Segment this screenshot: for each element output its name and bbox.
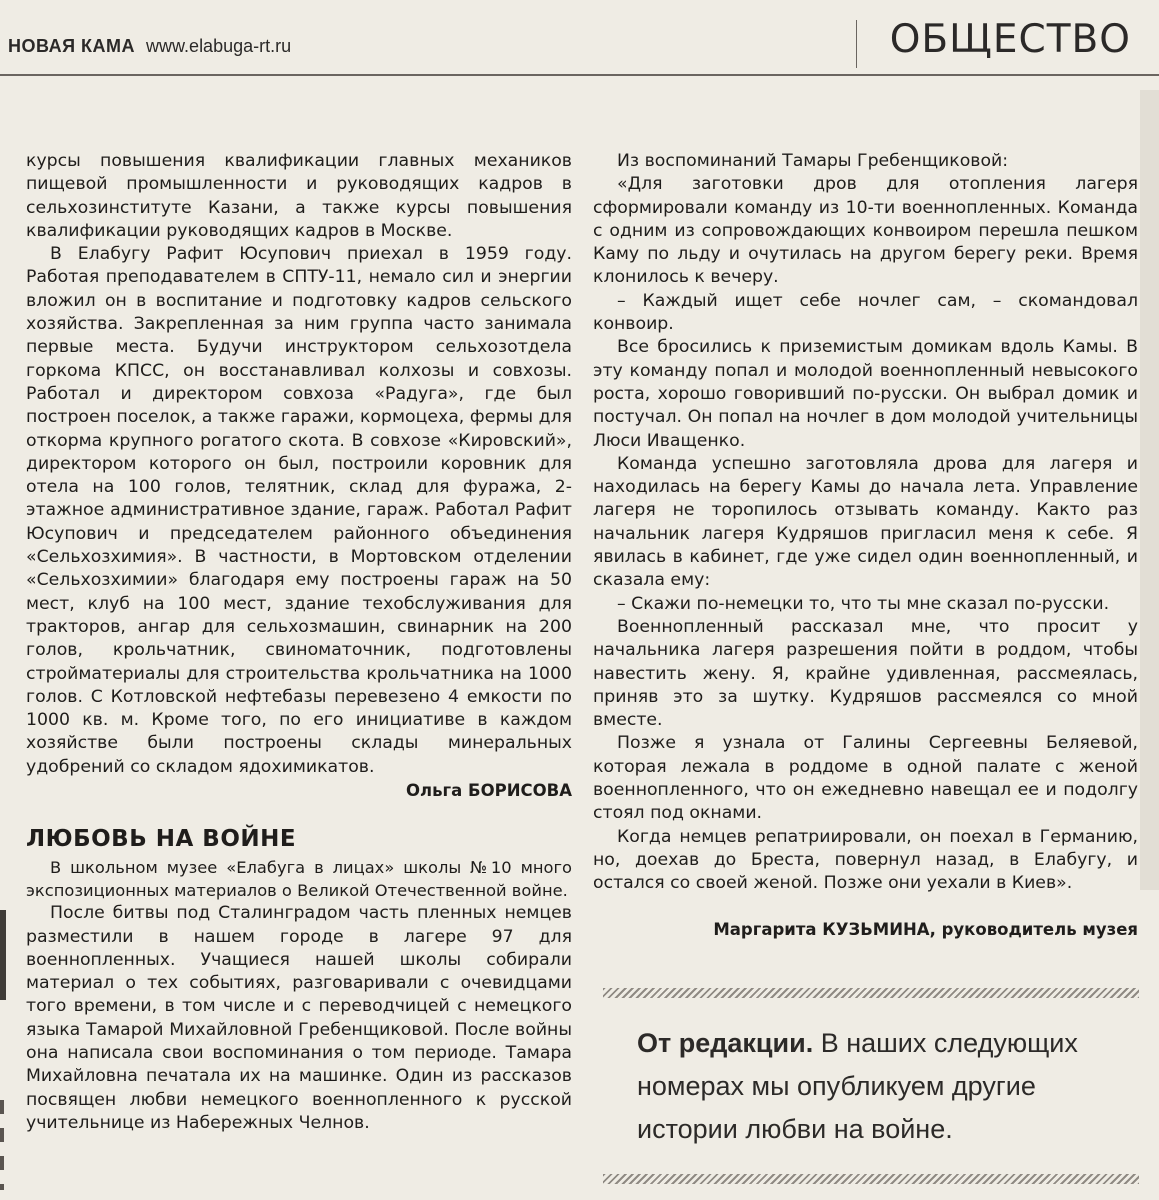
page-header: [0, 0, 1159, 78]
header-rule: [0, 74, 1159, 76]
memoir-heading: Из воспоминаний Тамары Гребенщиковой:: [617, 151, 1009, 171]
section-title: ОБЩЕСТВО: [889, 17, 1131, 62]
article-paragraph: В Елабугу Рафит Юсупович приехал в 1959 году. Работая преподавателем в СПТУ-11, немало сил и энергии вложил он в воспитание и подготовку кадров сельского хозяйства. Закрепленная за ним группа часто занимала первые места. Будучи инструктором сельхозотдела горкома КПСС, он восстанавливал колхозы и совхозы. Работал и директором совхоза «Радуга», где был построен поселок, а также гаражи, кормоцеха, фермы для откорма крупного рогатого скота. В совхозе «Кировский», директором которого он был, построили коровник для отела на 100 голов, телятник, склад для фуража, 2-этажное административное здание, гараж. Работал Рафит Юсупович и председателем районного объединения «Сельхозхимия». В частности, в Мортовском отделении «Сельхозхимии» благодаря ему построены гараж на 50 мест, клуб на 100 мест, здание техобслуживания для тракторов, ангар для сельхозмашин, свинарник на 200 голов, крольчатник, свиноматочник, подготовлены стройматериалы для строительства крольчатника на 1000 голов. С Котловской нефтебазы перевезено 4 емкости по 1000 кв. м. Кроме того, по его инициативе в каждом хозяйстве были построены склады минеральных удобрений со складом ядохимикатов.: [26, 244, 572, 777]
memoir-paragraph: – Каждый ищет себе ночлег сам, – скомандовал конвоир.: [593, 290, 1138, 335]
right-column: [593, 150, 1138, 941]
memoir-paragraph: Военнопленный рассказал мне, что просит у начальника лагеря разрешения пойти в роддом, чтобы навестить жену. Я, крайне удивленная, рассмеялась, приняв это за шутку. Кудряшов рассмеялся со мной вместе.: [593, 616, 1138, 731]
website-url[interactable]: www.elabuga-rt.ru: [146, 36, 292, 56]
page-bleed-shadow: [1140, 90, 1159, 890]
editorial-label: От редакции.: [637, 1028, 814, 1058]
masthead: [8, 36, 291, 57]
author-signature: Ольга БОРИСОВА: [405, 781, 572, 801]
header-divider: [856, 20, 857, 68]
article-paragraph: После битвы под Сталинградом часть пленных немцев разместили в нашем городе в лагере 97 для военнопленных. Учащиеся нашей школы собирали материал о тех событиях, разговаривали с очевидцами того времени, в том числе и с переводчицей с немецкого языка Тамарой Михайловной Гребенщиковой. После войны она написала свои воспоминания о том периоде. Тамара Михайловна печатала их на машинке. Один из рассказов посвящен любви немецкого военнопленного к русской учительнице из Набережных Челнов.: [26, 903, 572, 1133]
memoir-paragraph: Команда успешно заготовляла дрова для лагеря и находилась на берегу Камы до начала лета. Управление лагеря не торопилось отзывать команду. Както раз начальник лагеря Кудряшов пригласил меня к себе. Я явилась в кабинет, где уже сидел один военнопленный, и сказала ему:: [593, 453, 1138, 591]
author-byline: Маргарита КУЗЬМИНА, руководитель музея: [713, 919, 1138, 939]
editorial-bottom-rule: [603, 1174, 1139, 1184]
memoir-paragraph: Все бросились к приземистым домикам вдоль Камы. В эту команду попал и молодой военнопленный невысокого роста, хорошо говоривший по-русски. Он выбрал домик и постучал. Он попал на ночлег в дом молодой учительницы Люси Иващенко.: [593, 337, 1138, 451]
newspaper-name: НОВАЯ КАМА: [8, 36, 136, 56]
left-column: [26, 150, 572, 1135]
page-edge-mark: [0, 910, 6, 1000]
page-edge-ticks: [0, 1100, 4, 1190]
editorial-top-rule: [603, 988, 1139, 998]
article-lead: В школьном музее «Елабуга в лицах» школы №10 много экспозиционных материалов о Великой Отечественной войне.: [26, 857, 572, 900]
memoir-paragraph: «Для заготовки дров для отопления лагеря сформировали команду из 10-ти военнопленных. Команда с одним из сопровождающих конвоиром перешла пешком Каму по льду и очутилась на другом берегу реки. Время клонилось к вечеру.: [593, 174, 1138, 288]
article-title: ЛЮБОВЬ НА ВОЙНЕ: [26, 826, 297, 853]
editorial-text: В наших следующих номерах мы опубликуем другие истории любви на войне.: [637, 1028, 1078, 1144]
editorial-note: [637, 1022, 1117, 1151]
memoir-paragraph: Когда немцев репатриировали, он поехал в Германию, но, доехав до Бреста, повернул назад, в Елабугу, и остался со своей женой. Позже они уехали в Киев».: [593, 826, 1138, 894]
article-paragraph: курсы повышения квалификации главных механиков пищевой промышленности и руководящих кадров в сельхозинституте Казани, а также курсы повышения квалификации руководящих кадров в Москве.: [26, 151, 572, 241]
memoir-paragraph: – Скажи по-немецки то, что ты мне сказал по-русски.: [617, 593, 1110, 614]
memoir-paragraph: Позже я узнала от Галины Сергеевны Беляевой, которая лежала в роддоме в одной палате с женой военнопленного, что он ежедневно навещал ее и подолгу стоял под окнами.: [593, 733, 1138, 824]
